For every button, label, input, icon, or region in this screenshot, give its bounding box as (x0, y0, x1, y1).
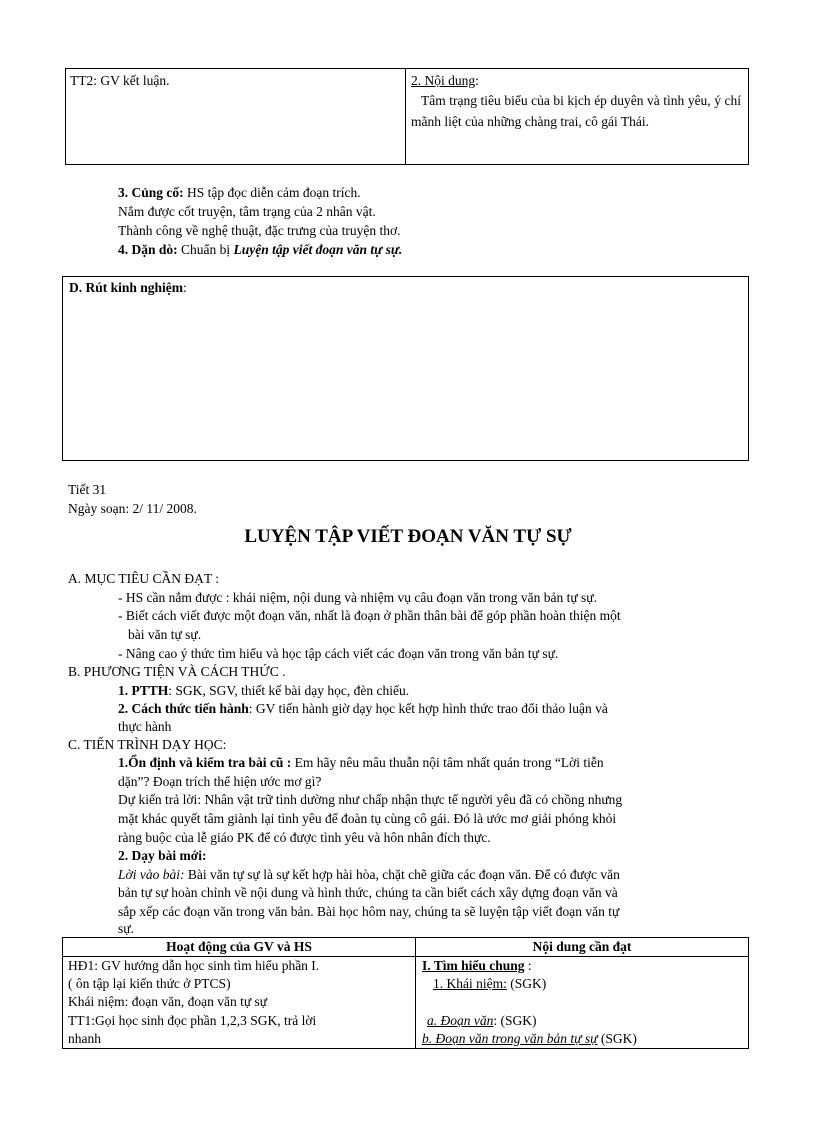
content-heading-i: I. Tìm hiểu chung : (422, 958, 532, 973)
consolidate-line-3: Thành công về nghệ thuật, đặc trưng của truyện thơ. (118, 223, 401, 238)
section-b-item-1: 1. PTTH: SGK, SGV, thiết kế bài dạy học, đèn chiếu. (118, 683, 410, 698)
section-c-step-1-cont: dặn”? Đoạn trích thể hiện ước mơ gì? (118, 774, 322, 789)
lesson-title: LUYỆN TẬP VIẾT ĐOẠN VĂN TỰ SỰ (244, 526, 572, 547)
content-heading: 2. Nội dung: (411, 73, 479, 88)
section-a-item-3: - Nâng cao ý thức tìm hiểu và học tập cách viết các đoạn văn trong văn bản tự sự. (118, 646, 559, 661)
activity-line-3: Khái niệm: đoạn văn, đoạn văn tự sự (68, 994, 268, 1009)
lesson-date: Ngày soạn: 2/ 11/ 2008. (68, 501, 197, 516)
section-b-heading: B. PHƯƠNG TIỆN VÀ CÁCH THỨC . (68, 664, 286, 679)
section-c-heading: C. TIẾN TRÌNH DẠY HỌC: (68, 737, 227, 752)
section-b-item-2: 2. Cách thức tiến hành: GV tiến hành giờ dạy học kết hợp hình thức trao đổi thảo luận và (118, 701, 608, 716)
intro-line-3: sắp xếp các đoạn văn trong văn bản. Bài học hôm nay, chúng ta sẽ luyện tập viết đoạn văn tự (118, 904, 620, 919)
top-table-left-cell: TT2: GV kết luận. (70, 73, 170, 88)
activity-line-1: HĐ1: GV hướng dẫn học sinh tìm hiểu phần I. (68, 958, 320, 973)
top-table-right-cell (411, 73, 741, 132)
section-a-heading: A. MỤC TIÊU CẦN ĐẠT : (68, 571, 220, 586)
header-activities: Hoạt động của GV và HS (166, 939, 312, 954)
activity-line-5: nhanh (68, 1031, 101, 1046)
content-heading-1: 1. Khái niệm: (SGK) (433, 976, 547, 991)
answer-line-1: Dự kiến trả lời: Nhân vật trữ tình dường như chấp nhận thực tế người yêu đã có chồng nhưng (118, 792, 623, 807)
section-a-item-2-cont: bài văn tự sự. (128, 627, 202, 642)
intro-line-2: bản tự sự hoàn chỉnh về nội dung và hình thức, chúng ta cần biết cách xây dựng đoạn văn và (118, 885, 618, 900)
intro-line-4: sự. (118, 921, 134, 936)
experience-box (62, 276, 749, 461)
section-a-item-2: - Biết cách viết được một đoạn văn, nhất là đoạn ở phần thân bài để góp phần hoàn thiện một (118, 608, 621, 623)
activity-line-2: ( ôn tập lại kiến thức ở PTCS) (68, 976, 231, 991)
consolidate-line: 3. Củng cố: HS tập đọc diễn cảm đoạn trích. (118, 185, 361, 200)
activity-table-header-rule (63, 956, 748, 957)
section-c-step-1: 1.Ổn định và kiểm tra bài cũ : Em hãy nêu mâu thuẫn nội tâm nhất quán trong “Lời tiễn (118, 755, 604, 770)
top-table (65, 68, 749, 165)
header-content: Nội dung cần đạt (532, 939, 632, 954)
answer-line-3: ràng buộc của lễ giáo PK để có được tình yêu và hôn nhân đích thực. (118, 830, 491, 845)
section-a-item-1: - HS cần nắm được : khái niệm, nội dung và nhiệm vụ câu đoạn văn trong văn bản tự sự. (118, 590, 597, 605)
activity-line-4: TT1:Gọi học sinh đọc phần 1,2,3 SGK, trả lời (68, 1013, 317, 1028)
activity-table (62, 937, 749, 1049)
answer-line-2: mặt khác quyết tâm giành lại tình yêu để đoàn tụ cùng cô gái. Đó là ước mơ giải phóng khỏi (118, 811, 617, 826)
intro-line-1: Lời vào bài: Bài văn tự sự là sự kết hợp hài hòa, chặt chẽ giữa các đoạn văn. Để có được văn (118, 867, 620, 882)
content-body: Tâm trạng tiêu biểu của bi kịch ép duyên và tình yêu, ý chí mãnh liệt của những chàng trai, cô gái Thái. (411, 93, 741, 129)
consolidate-line-2: Nắm được cốt truyện, tâm trạng của 2 nhân vật. (118, 204, 376, 219)
experience-label: D. Rút kinh nghiệm: (69, 280, 187, 295)
top-table-divider (405, 69, 406, 164)
lesson-period: Tiết 31 (68, 482, 107, 497)
homework-line: 4. Dặn dò: Chuẩn bị Luyện tập viết đoạn văn tự sự. (118, 242, 403, 257)
content-item-a: a. Đoạn văn: (SGK) (427, 1013, 537, 1028)
content-item-b: b. Đoạn văn trong văn bản tự sự (SGK) (422, 1031, 637, 1046)
section-b-item-2-cont: thực hành (118, 719, 172, 734)
section-c-step-2: 2. Dạy bài mới: (118, 848, 207, 863)
